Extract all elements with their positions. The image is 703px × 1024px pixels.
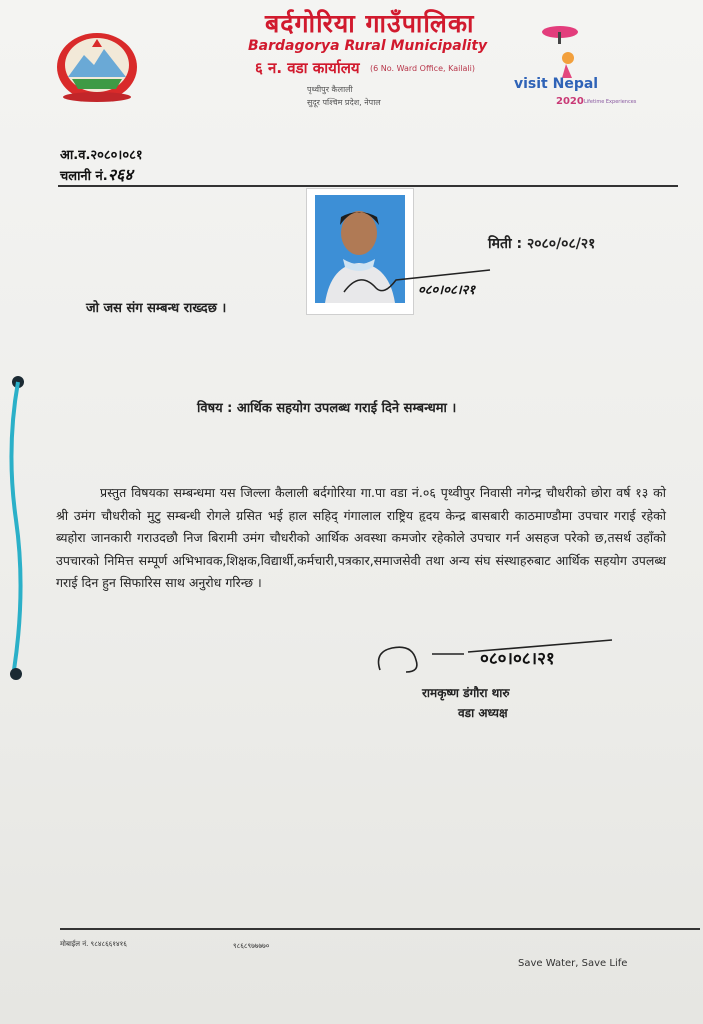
letter-body (56, 482, 666, 595)
photo-stamp-date: ०८०।०८।२१ (418, 283, 476, 298)
dispatch-value: २६४ (107, 165, 133, 184)
dispatch-label: चलानी नं. (60, 169, 108, 184)
header-rule (58, 185, 678, 187)
visit-nepal-tagline: Lifetime Experiences (584, 99, 637, 105)
nepal-emblem-logo (52, 25, 142, 105)
footer-rule (60, 928, 700, 930)
fiscal-year: आ.व.२०८०।०८१ (60, 148, 143, 163)
date-value: २०८०/०८/२१ (526, 236, 596, 252)
binder-string (0, 370, 40, 700)
letter-date (488, 234, 595, 253)
ward-office-en: (6 No. Ward Office, Kailali) (370, 64, 476, 73)
date-label: मिती : (488, 236, 523, 252)
signatory-name: रामकृष्ण डंगौरा थारु (422, 686, 510, 700)
body-paragraph: प्रस्तुत विषयका सम्बन्धमा यस जिल्ला कैलाली बर्दगोरिया गा.पा वडा नं.०६ पृथ्वीपुर निवासी नगेन्द्र चौधरीको छोरा वर्ष १३ को श्री उमंग चौधरीको मुटु सम्बन्धी रोगले ग्रसित भई हाल सहिद् गंगालाल राष्ट्रिय हृदय केन्द्र बासबारी काठमाण्डौमा उपचार गराई रहेको ब्यहोरा जानकारी गराउदछौ निज बिरामी उमंग चौधरीको आर्थिक अवस्था कमजोर रहेकोले उपचार गर्न असहज परेको छ,तसर्थ उहाँको उपचारको निमित्त सम्पूर्ण अभिभावक,शिक्षक,विद्यार्थी,कर्मचारी,पत्रकार,समाजसेवी तथा अन्य संघ संस्थाहरुबाट आर्थिक सहयोग उपलब्ध गराई दिन हुन सिफारिस साथ अनुरोध गरिन्छ । (56, 485, 666, 590)
municipality-title-en: Bardagorya Rural Municipality (248, 38, 488, 54)
visit-nepal-year: 2020 (556, 96, 584, 107)
photo-signature (340, 262, 520, 302)
footer-phone-2: ९८६८९७७७७० (233, 942, 270, 950)
footer-phone-1: मोबाईल नं. ९८४८६६१४१६ (60, 940, 127, 948)
signature-date: ०८०।०८।२१ (480, 649, 555, 669)
address-line-2: सुदूर पश्चिम प्रदेश, नेपाल (307, 98, 381, 107)
subject-line: विषय : आर्थिक सहयोग उपलब्ध गराई दिने सम्बन्धमा । (197, 401, 457, 416)
signatory-title: वडा अध्यक्ष (458, 706, 508, 720)
dispatch-number (60, 163, 133, 185)
municipality-title-np: बर्दगोरिया गाउँपालिका (265, 9, 475, 38)
addressee: जो जस संग सम्बन्ध राख्दछ । (86, 301, 227, 316)
visit-nepal-logo (512, 14, 637, 114)
visit-nepal-text: visit Nepal (514, 76, 599, 92)
ward-office-np: ६ न. वडा कार्यालय (255, 59, 360, 77)
footer-slogan: Save Water, Save Life (518, 958, 628, 969)
address-line-1: पृथ्वीपुर कैलाली (307, 85, 353, 94)
